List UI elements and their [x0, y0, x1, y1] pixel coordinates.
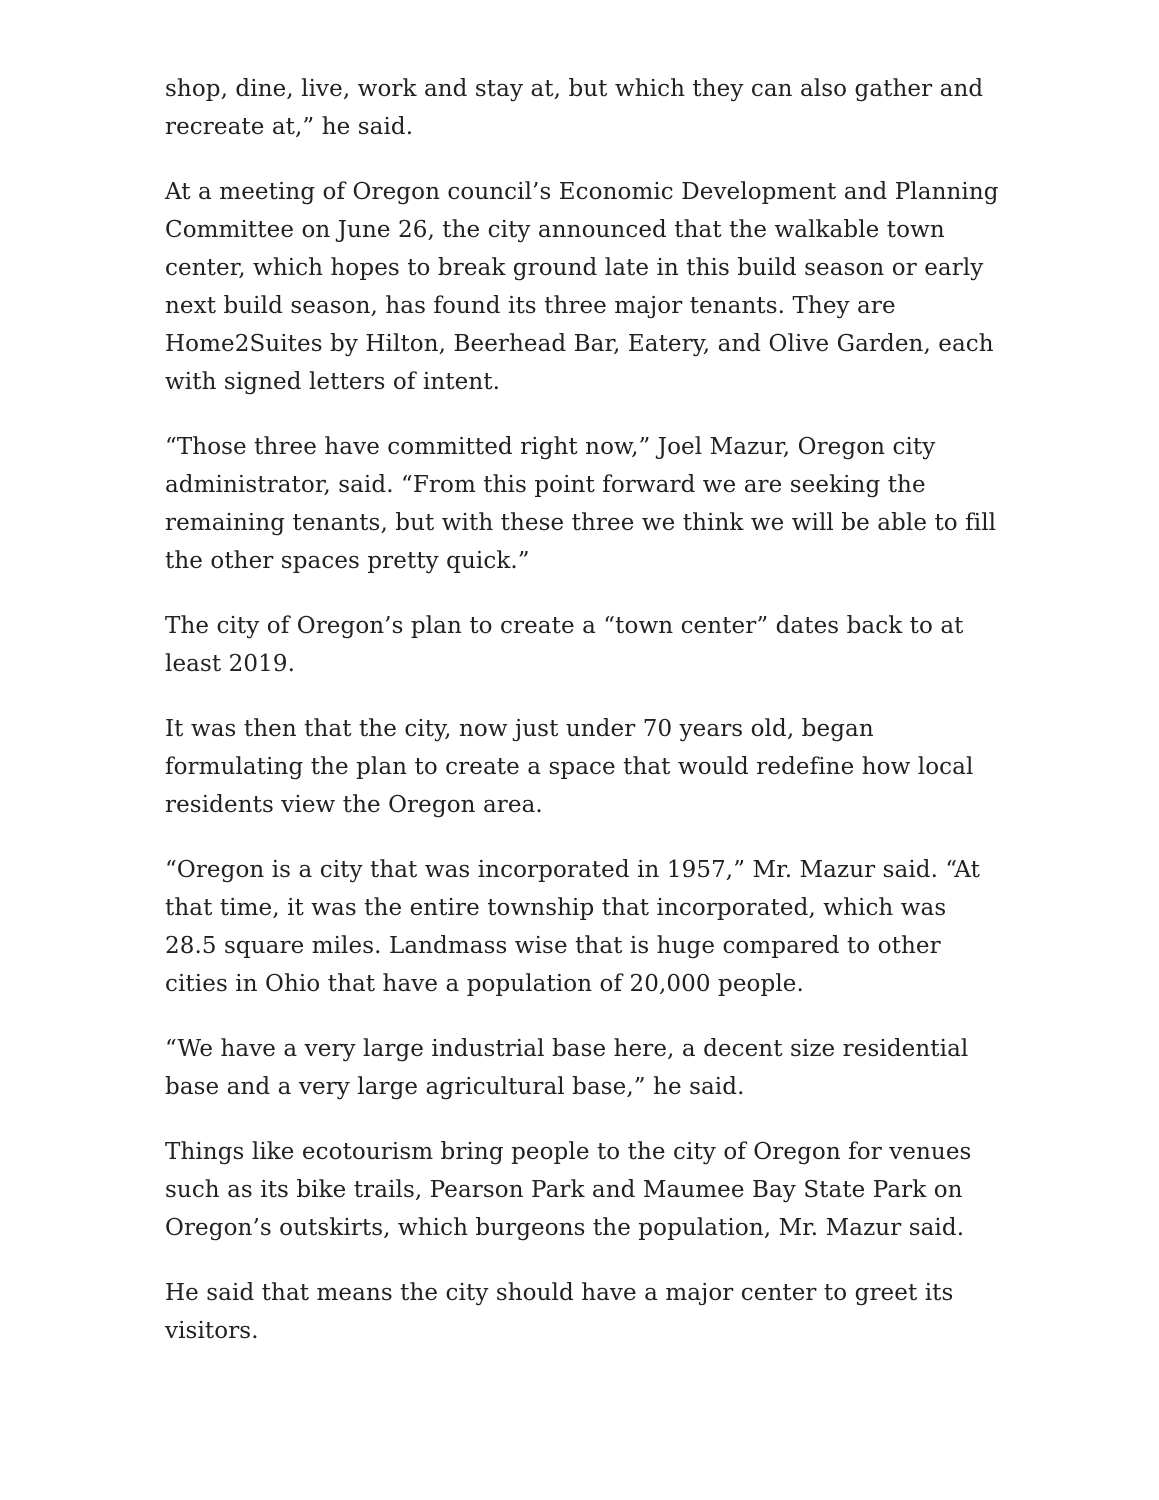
article-paragraph: At a meeting of Oregon council’s Economic Development and Planning Committee on June 26, the city announced that the walkable town center, which hopes to break ground late in this build season or early next build season, has found its three major tenants. They are Home2Suites by Hilton, Beerhead Bar, Eatery, and Olive Garden, each with signed letters of intent.: [165, 179, 999, 395]
article-paragraph: The city of Oregon’s plan to create a “town center” dates back to at least 2019.: [165, 613, 964, 677]
article-paragraph: It was then that the city, now just under 70 years old, began formulating the plan to create a space that would redefine how local residents view the Oregon area.: [165, 716, 974, 818]
article-paragraph: shop, dine, live, work and stay at, but which they can also gather and recreate at,” he said.: [165, 76, 984, 140]
article-paragraph: “Oregon is a city that was incorporated in 1957,” Mr. Mazur said. “At that time, it was the entire township that incorporated, which was 28.5 square miles. Landmass wise that is huge compared to other cities in Ohio that have a population of 20,000 people.: [165, 857, 980, 997]
article-body: [165, 70, 1003, 1350]
article-paragraph: Things like ecotourism bring people to the city of Oregon for venues such as its bike trails, Pearson Park and Maumee Bay State Park on Oregon’s outskirts, which burgeons the population, Mr. Mazur said.: [165, 1139, 972, 1241]
article-paragraph: “Those three have committed right now,” Joel Mazur, Oregon city administrator, said. “From this point forward we are seeking the remaining tenants, but with these three we think we will be able to fill the other spaces pretty quick.”: [165, 434, 997, 574]
article-paragraph: “We have a very large industrial base here, a decent size residential base and a very large agricultural base,” he said.: [165, 1036, 969, 1100]
article-paragraph: He said that means the city should have a major center to greet its visitors.: [165, 1280, 954, 1344]
